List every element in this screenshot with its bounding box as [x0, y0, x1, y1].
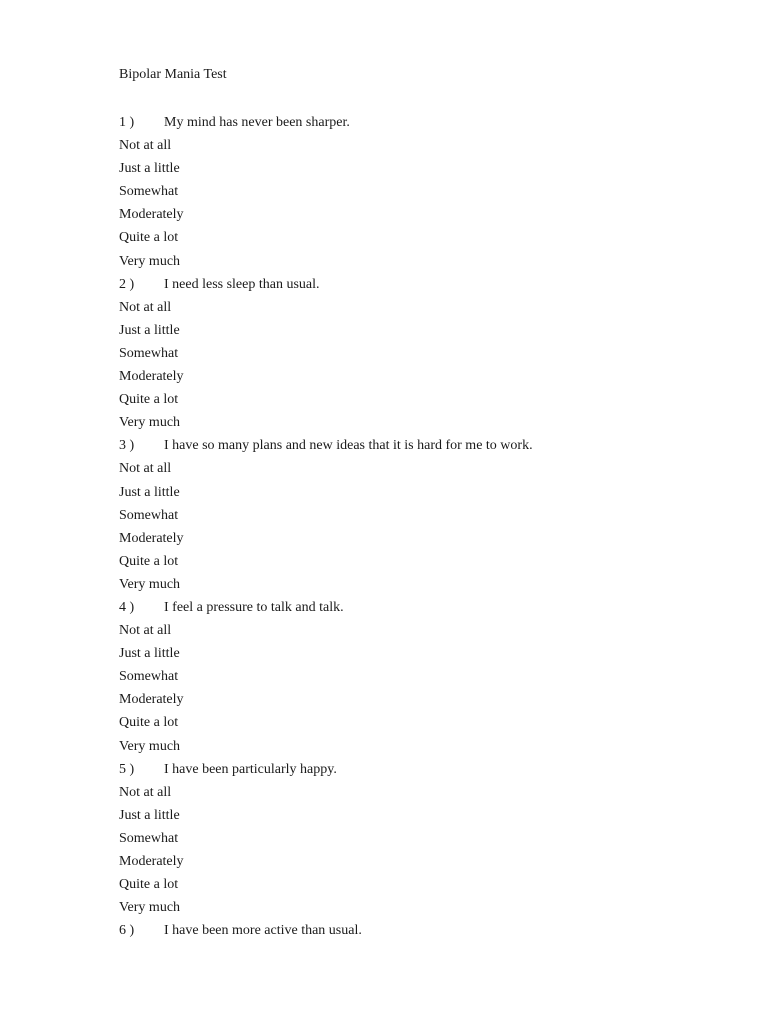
question-list [119, 114, 739, 945]
option-quite-a-lot: Quite a lot [119, 715, 179, 731]
option-not-at-all: Not at all [119, 299, 172, 315]
option-just-a-little: Just a little [119, 161, 180, 177]
option-quite-a-lot: Quite a lot [119, 392, 179, 408]
option-somewhat: Somewhat [119, 345, 179, 361]
question-number: 6 ) [119, 923, 135, 939]
option-somewhat: Somewhat [119, 669, 179, 685]
option-just-a-little: Just a little [119, 484, 180, 500]
option-quite-a-lot: Quite a lot [119, 230, 179, 246]
option-not-at-all: Not at all [119, 623, 172, 639]
option-just-a-little: Just a little [119, 807, 180, 823]
question-number: 2 ) [119, 276, 135, 292]
option-very-much: Very much [119, 900, 181, 916]
option-very-much: Very much [119, 415, 181, 431]
option-very-much: Very much [119, 253, 181, 269]
question-1 [119, 114, 739, 137]
question-text: My mind has never been sharper. [164, 115, 350, 130]
question-number: 5 ) [119, 761, 135, 777]
option-very-much: Very much [119, 576, 181, 592]
question-5 [119, 761, 739, 784]
option-quite-a-lot: Quite a lot [119, 877, 179, 893]
question-text: I have been particularly happy. [164, 761, 337, 777]
option-somewhat: Somewhat [119, 507, 179, 523]
option-moderately: Moderately [119, 207, 184, 223]
option-moderately: Moderately [119, 854, 184, 869]
option-just-a-little: Just a little [119, 322, 180, 338]
option-somewhat: Somewhat [119, 830, 179, 846]
option-not-at-all: Not at all [119, 138, 172, 154]
question-text: I need less sleep than usual. [164, 276, 320, 292]
question-text: I have been more active than usual. [164, 923, 362, 939]
question-number: 4 ) [119, 599, 135, 615]
option-moderately: Moderately [119, 369, 184, 385]
document-title: Bipolar Mania Test [119, 67, 227, 82]
option-moderately: Moderately [119, 530, 184, 546]
option-somewhat: Somewhat [119, 184, 179, 200]
option-not-at-all: Not at all [119, 461, 172, 477]
option-not-at-all: Not at all [119, 784, 172, 800]
question-text: I feel a pressure to talk and talk. [164, 599, 344, 615]
question-2 [119, 276, 739, 299]
question-number: 1 ) [119, 115, 135, 130]
option-very-much: Very much [119, 738, 181, 754]
option-just-a-little: Just a little [119, 646, 180, 662]
question-4 [119, 599, 739, 622]
question-text: I have so many plans and new ideas that it is hard for me to work. [164, 438, 533, 454]
option-quite-a-lot: Quite a lot [119, 553, 179, 569]
question-6 [119, 922, 739, 945]
question-number: 3 ) [119, 438, 135, 454]
option-moderately: Moderately [119, 692, 184, 708]
question-3 [119, 437, 739, 460]
